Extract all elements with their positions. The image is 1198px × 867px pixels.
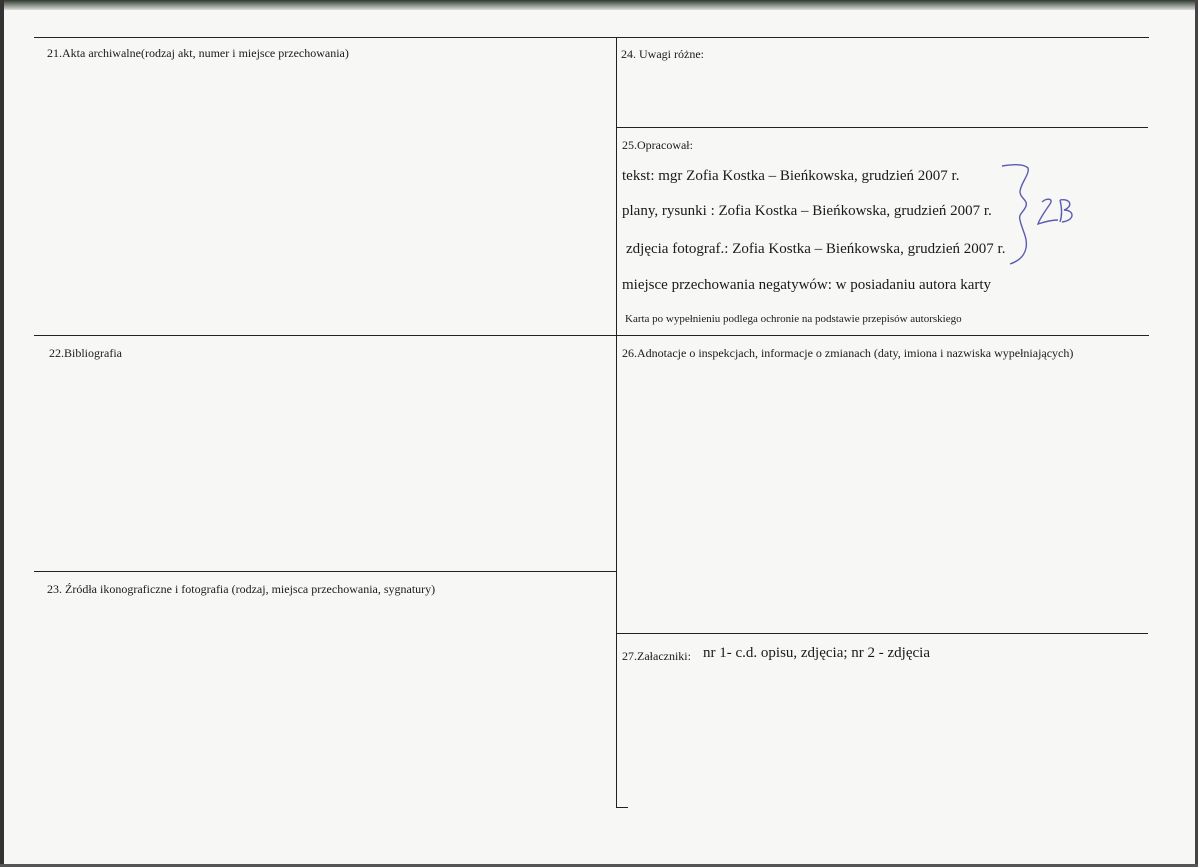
top-rule (34, 37, 1149, 38)
scan-edge-top (0, 0, 1198, 10)
opracowal-plany: plany, rysunki : Zofia Kostka – Bieńkowska, grudzień 2007 r. (622, 203, 992, 219)
copyright-note: Karta po wypełnieniu podlega ochronie na podstawie przepisów autorskiego (625, 313, 962, 325)
field-27-value: nr 1- c.d. opisu, zdjęcia; nr 2 - zdjęcia (703, 645, 930, 661)
field-25-label: 25.Opracował: (622, 138, 693, 152)
opracowal-miejsce: miejsce przechowania negatywów: w posiadaniu autora karty (622, 277, 992, 293)
scan-edge-left (0, 0, 4, 867)
field-24-label: 24. Uwagi różne: (621, 47, 704, 61)
bottom-tick (616, 807, 628, 808)
field-21-label: 21.Akta archiwalne(rodzaj akt, numer i miejsce przechowania) (47, 46, 349, 60)
rule-22-23 (34, 571, 617, 572)
rule-mid (34, 335, 1149, 336)
field-27-label: 27.Załaczniki: (622, 649, 691, 663)
column-divider (616, 37, 617, 808)
opracowal-tekst: tekst: mgr Zofia Kostka – Bieńkowska, grudzień 2007 r. (622, 168, 960, 184)
field-26-label: 26.Adnotacje o inspekcjach, informacje o zmianach (daty, imiona i nazwiska wypełniających) (622, 346, 1074, 360)
rule-24-25 (617, 127, 1148, 128)
field-22-label: 22.Bibliografia (49, 346, 122, 360)
rule-26-27 (617, 633, 1148, 634)
handwritten-signature (990, 158, 1100, 268)
field-23-label: 23. Źródła ikonograficzne i fotografia (rodzaj, miejsca przechowania, sygnatury) (47, 582, 436, 596)
opracowal-zdjecia: zdjęcia fotograf.: Zofia Kostka – Bieńkowska, grudzień 2007 r. (626, 241, 1006, 257)
